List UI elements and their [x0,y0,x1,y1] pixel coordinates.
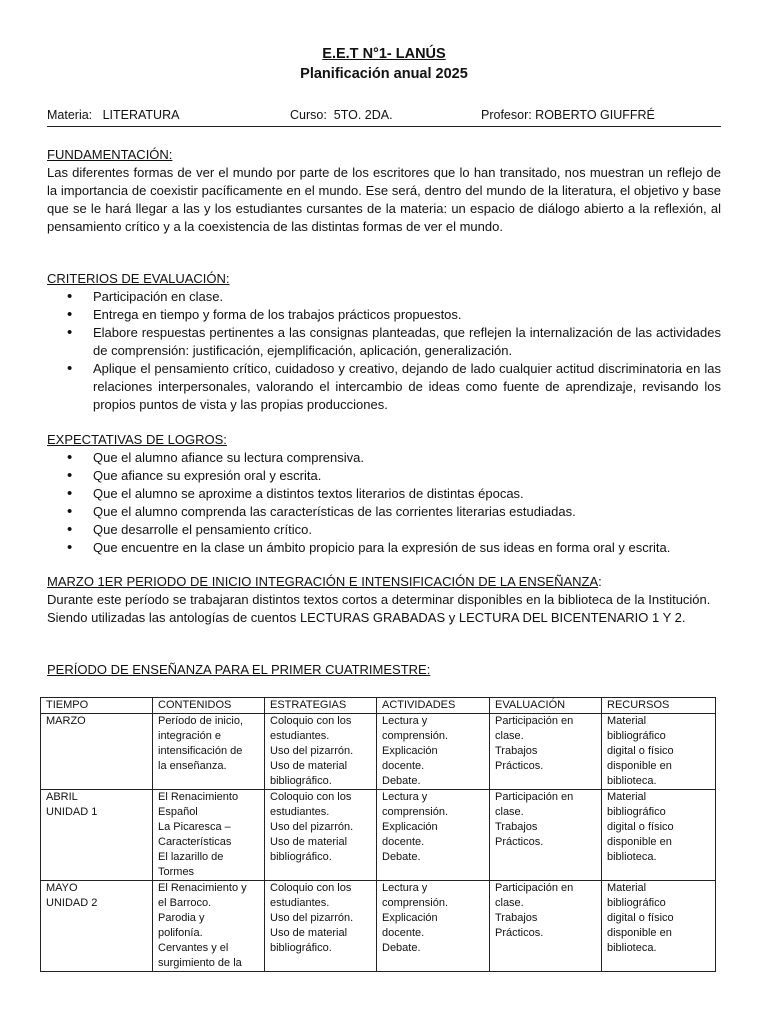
list-item: • Participación en clase. [47,288,721,306]
cell-text: Prácticos. [495,927,544,939]
cell-text: Coloquio con los [270,791,352,803]
table-cell [490,714,602,790]
column-header: TIEMPO [41,698,153,714]
cell-text: Lectura y [382,882,428,894]
cell-text: Español [158,806,198,818]
cell-text: biblioteca. [607,851,657,863]
marzo-section [47,573,721,627]
table-cell [153,881,265,972]
table-body [41,714,716,972]
cell-text: biblioteca. [607,942,657,954]
table-cell [265,790,377,881]
cell-text: Lectura y [382,715,428,727]
expectativas-list [47,449,721,557]
cell-text: Debate. [382,942,421,954]
table-row [41,881,716,972]
cell-text: bibliográfico. [270,775,332,787]
subject-field: Materia: LITERATURA [47,108,180,122]
list-item: • Que afiance su expresión oral y escrita. [47,467,721,485]
table-cell [377,881,490,972]
criterios-section [47,270,721,414]
cell-text: El lazarillo de [158,851,224,863]
table-cell [41,714,153,790]
cell-text: bibliográfico [607,730,666,742]
periodo-heading: PERÍODO DE ENSEÑANZA PARA EL PRIMER CUATRIMESTRE: [47,662,431,677]
cell-text: Características [158,836,232,848]
table-cell [377,790,490,881]
cell-text: Período de inicio, [158,715,243,727]
cell-text: disponible en [607,760,672,772]
list-item: • Que el alumno afiance su lectura comprensiva. [47,449,721,467]
teacher-field: Profesor: ROBERTO GIUFFRÉ [481,108,655,122]
list-item: • Que el alumno se aproxime a distintos textos literarios de distintas épocas. [47,485,721,503]
cell-text: Material [607,791,647,803]
cell-text: clase. [495,897,524,909]
list-item: • Aplique el pensamiento crítico, cuidadoso y creativo, dejando de lado cualquier actitud discriminatoria en las relaciones interpersonales, valorando el intercambio de ideas como fuente de aprendizaje, revisando los propios puntos de vista y las propias producciones. [47,360,721,414]
school-title: E.E.T N°1- LANÚS [322,46,446,62]
cell-text: Coloquio con los [270,882,352,894]
cell-text: Cervantes y el [158,942,229,954]
cell-text: Trabajos [495,912,538,924]
cell-text: surgimiento de la [158,957,242,969]
fundamentacion-heading: FUNDAMENTACIÓN: [47,147,173,162]
cell-text: docente. [382,836,425,848]
cell-text: disponible en [607,927,672,939]
cell-text: UNIDAD 2 [46,897,98,909]
criterios-heading: CRITERIOS DE EVALUACIÓN: [47,271,230,286]
cell-text: clase. [495,730,524,742]
cell-text: Parodia y [158,912,205,924]
table-cell [602,881,716,972]
cell-text: Prácticos. [495,836,544,848]
cell-text: biblioteca. [607,775,657,787]
cell-text: Debate. [382,851,421,863]
cell-text: Uso del pizarrón. [270,821,354,833]
cell-text: Lectura y [382,791,428,803]
table-cell [602,790,716,881]
cell-text: Coloquio con los [270,715,352,727]
table-header-row [41,698,716,714]
cell-text: Uso del pizarrón. [270,745,354,757]
cell-text: bibliográfico. [270,942,332,954]
cell-text: El Renacimiento y [158,882,247,894]
table-cell [153,714,265,790]
cell-text: MARZO [46,715,86,727]
list-item: • Elabore respuestas pertinentes a las consignas planteadas, que reflejen la internalización de las actividades de comprensión: justificación, ejemplificación, aplicación, generalización. [47,324,721,360]
cell-text: comprensión. [382,806,449,818]
cell-text: Prácticos. [495,760,544,772]
cell-text: polifonía. [158,927,203,939]
table-row [41,790,716,881]
course-info-line [47,108,721,127]
column-header: CONTENIDOS [153,698,265,714]
column-header: ACTIVIDADES [377,698,490,714]
column-header: ESTRATEGIAS [265,698,377,714]
cell-text: bibliográfico. [270,851,332,863]
cell-text: Uso del pizarrón. [270,912,354,924]
cell-text: Uso de material [270,760,348,772]
cell-text: estudiantes. [270,806,330,818]
fundamentacion-text: Las diferentes formas de ver el mundo por parte de los escritores que lo han transitado, nos muestran un reflejo de la importancia de coexistir pacíficamente en el mundo. Ese será, dentro del mundo de la literatura, el objetivo y base que se le hará llegar a las y los estudiantes cursantes de la materia: un espacio de diálogo abierto a la reflexión, al pensamiento crítico y a la coexistencia de las distintas formas de ver el mundo. [47,165,721,234]
table-row [41,714,716,790]
list-item: • Que encuentre en la clase un ámbito propicio para la expresión de sus ideas en forma oral y escrita. [47,539,721,557]
cell-text: estudiantes. [270,730,330,742]
list-item: • Entrega en tiempo y forma de los trabajos prácticos propuestos. [47,306,721,324]
marzo-heading-line [47,573,721,591]
plan-subtitle: Planificación anual 2025 [300,66,468,82]
course-field: Curso: 5TO. 2DA. [290,108,393,122]
cell-text: docente. [382,760,425,772]
cell-text: Material [607,882,647,894]
periodo-section [47,661,721,679]
expectativas-section [47,431,721,557]
table-cell [153,790,265,881]
list-item: • Que el alumno comprenda las características de las corrientes literarias estudiadas. [47,503,721,521]
cell-text: integración e [158,730,221,742]
planning-table [40,697,716,972]
cell-text: Trabajos [495,821,538,833]
criterios-list [47,288,721,414]
list-item: • Que desarrolle el pensamiento crítico. [47,521,721,539]
cell-text: disponible en [607,836,672,848]
expectativas-heading: EXPECTATIVAS DE LOGROS: [47,432,227,447]
cell-text: Tormes [158,866,195,878]
cell-text: Explicación [382,745,438,757]
cell-text: Material [607,715,647,727]
cell-text: estudiantes. [270,897,330,909]
cell-text: Uso de material [270,927,348,939]
cell-text: bibliográfico [607,897,666,909]
column-header: EVALUACIÓN [490,698,602,714]
cell-text: clase. [495,806,524,818]
cell-text: Explicación [382,821,438,833]
cell-text: Explicación [382,912,438,924]
cell-text: el Barroco. [158,897,212,909]
cell-text: UNIDAD 1 [46,806,98,818]
cell-text: intensificación de [158,745,243,757]
cell-text: la enseñanza. [158,760,227,772]
cell-text: comprensión. [382,730,449,742]
table-cell [265,714,377,790]
marzo-text: Durante este período se trabajaran distintos textos cortos a determinar disponibles en la biblioteca de la Institución. Siendo utilizadas las antologías de cuentos LECTURAS GRABADAS y LECTURA DEL BICENTENARIO 1 Y 2. [47,592,711,625]
marzo-heading-colon: : [598,574,602,589]
cell-text: Debate. [382,775,421,787]
table-cell [265,881,377,972]
fundamentacion-section [47,146,721,236]
cell-text: El Renacimiento [158,791,239,803]
cell-text: digital o físico [607,745,674,757]
table-cell [377,714,490,790]
table-cell [41,790,153,881]
column-header: RECURSOS [602,698,716,714]
cell-text: digital o físico [607,912,674,924]
table-cell [490,881,602,972]
marzo-heading: MARZO 1ER PERIODO DE INICIO INTEGRACIÓN E INTENSIFICACIÓN DE LA ENSEÑANZA [47,574,599,589]
cell-text: La Picaresca – [158,821,231,833]
cell-text: bibliográfico [607,806,666,818]
cell-text: Trabajos [495,745,538,757]
table-cell [41,881,153,972]
cell-text: docente. [382,927,425,939]
cell-text: Uso de material [270,836,348,848]
cell-text: Participación en [495,791,574,803]
cell-text: MAYO [46,882,78,894]
cell-text: Participación en [495,715,574,727]
table-cell [602,714,716,790]
cell-text: digital o físico [607,821,674,833]
cell-text: Participación en [495,882,574,894]
cell-text: ABRIL [46,791,78,803]
cell-text: comprensión. [382,897,449,909]
table-cell [490,790,602,881]
